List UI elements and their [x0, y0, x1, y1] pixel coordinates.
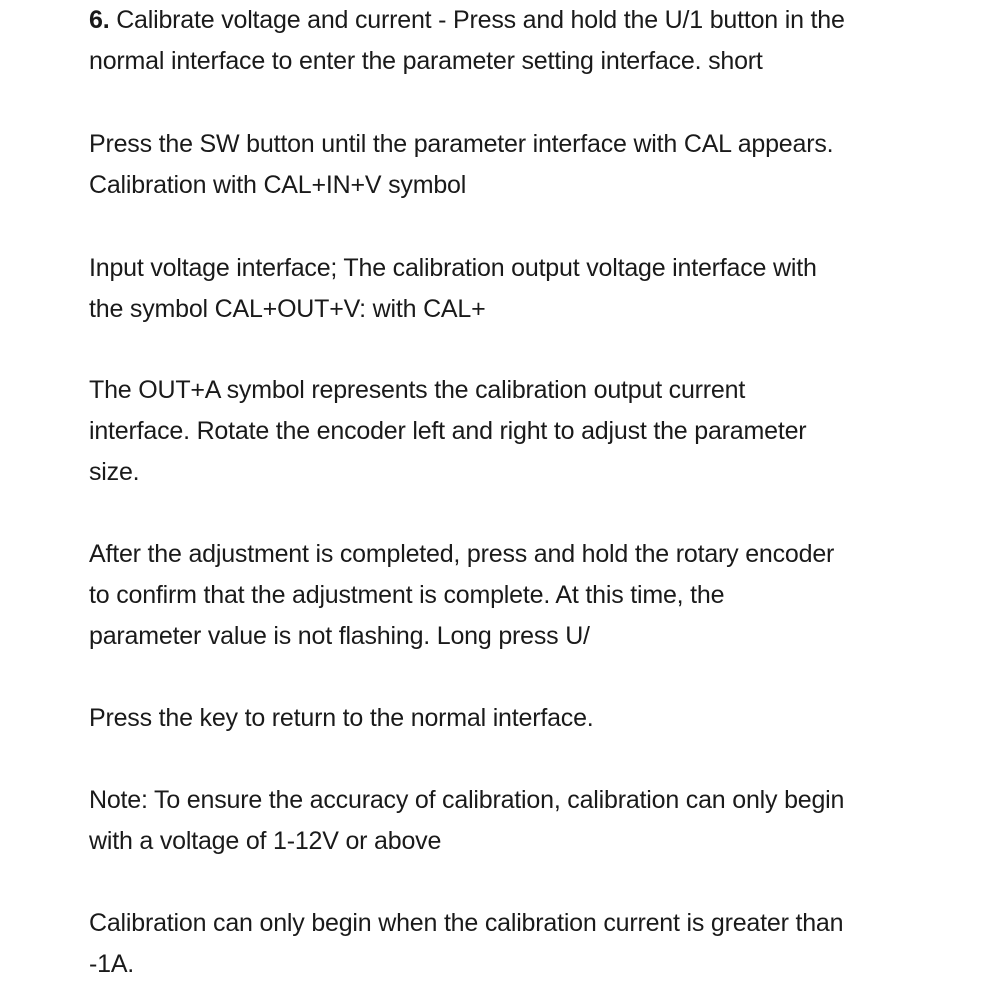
step-6-title-text: Calibrate voltage and current - Press and hold the U/1 button in the	[109, 6, 845, 34]
step-number: 6.	[89, 6, 110, 34]
text-line: Calibration with CAL+IN+V symbol	[89, 171, 467, 199]
text-line: parameter value is not flashing. Long press U/	[89, 622, 590, 650]
step-6-line-2: normal interface to enter the parameter setting interface. short	[89, 47, 763, 75]
text-line: to confirm that the adjustment is complete. At this time, the	[89, 581, 725, 609]
paragraph-output-current	[89, 370, 806, 493]
text-line: After the adjustment is completed, press and hold the rotary encoder	[89, 540, 835, 568]
text-line: with a voltage of 1-12V or above	[89, 827, 442, 855]
text-line: The OUT+A symbol represents the calibration output current	[89, 376, 746, 404]
paragraph-adjustment-complete	[89, 534, 834, 657]
paragraph-input-voltage	[89, 248, 817, 330]
text-line: Press the SW button until the parameter interface with CAL appears.	[89, 130, 834, 158]
paragraph-note-accuracy	[89, 780, 844, 862]
paragraph-current-threshold	[89, 903, 843, 985]
step-6-paragraph	[89, 0, 845, 82]
text-line: interface. Rotate the encoder left and right to adjust the parameter	[89, 417, 807, 445]
paragraph-sw-button	[89, 124, 833, 206]
text-line: the symbol CAL+OUT+V: with CAL+	[89, 295, 486, 323]
paragraph-return-normal	[89, 698, 594, 739]
text-line: -1A.	[89, 950, 135, 978]
text-line: size.	[89, 458, 140, 486]
text-line: Note: To ensure the accuracy of calibration, calibration can only begin	[89, 786, 845, 814]
text-line: Input voltage interface; The calibration output voltage interface with	[89, 254, 817, 282]
text-line: Press the key to return to the normal interface.	[89, 704, 594, 732]
step-6-line-1	[89, 0, 845, 41]
text-line: Calibration can only begin when the calibration current is greater than	[89, 909, 844, 937]
